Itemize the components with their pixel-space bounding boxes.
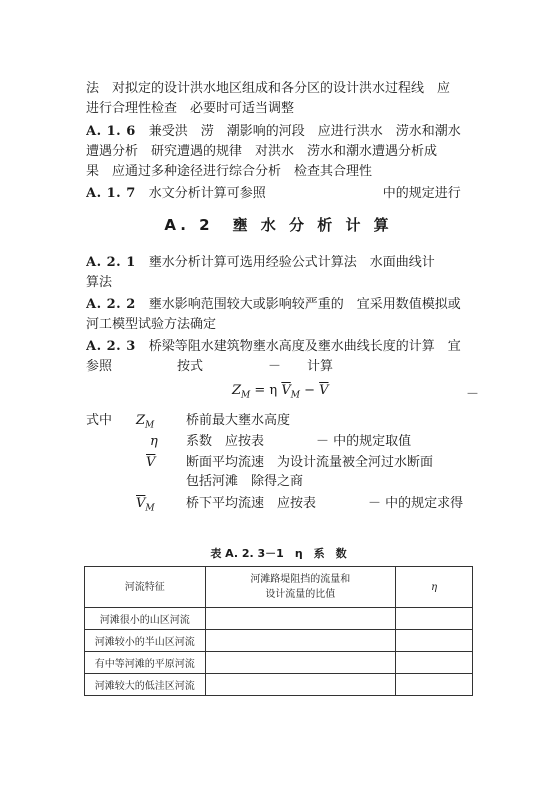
table-cell: 河滩较小的半山区河流	[85, 630, 206, 652]
paragraph-line: 法 对拟定的设计洪水地区组成和各分区的设计洪水过程线 应	[86, 81, 451, 96]
table-cell	[205, 674, 396, 696]
table-cell	[396, 630, 473, 652]
paragraph-line: 果 应通过多种途径进行综合分析 检查其合理性	[86, 164, 373, 179]
formula-number: －	[466, 387, 480, 402]
paragraph-line: 遭遇分析 研究遭遇的规律 对洪水 涝水和潮水遭遇分析成	[86, 144, 438, 159]
definition-text: 断面平均流速 为设计流量被全河过水断面	[186, 455, 434, 470]
symbol-v-bar: $\overline{V}$	[146, 455, 156, 470]
table-cell	[396, 674, 473, 696]
clause-a-1-6: A. 1. 6 兼受洪 涝 潮影响的河段 应进行洪水 涝水和潮水	[86, 124, 461, 139]
definition-text: 系数 应按表 － 中的规定取值	[186, 434, 412, 449]
paragraph-line: 算法	[86, 275, 113, 290]
symbol-zm: $Z_M$	[136, 413, 155, 431]
table-header-row	[85, 567, 473, 608]
paragraph-line: 河工模型试验方法确定	[86, 317, 217, 332]
definition-text: 桥前最大壅水高度	[186, 413, 291, 428]
clause-a-2-3: A. 2. 3 桥梁等阻水建筑物壅水高度及壅水曲线长度的计算 宜	[86, 339, 461, 354]
table-cell	[396, 652, 473, 674]
table-cell	[205, 652, 396, 674]
table-cell	[205, 630, 396, 652]
definition-text: 包括河滩 除得之商	[186, 474, 304, 489]
definitions-lead: 式中	[86, 413, 113, 428]
table-header-cell: 河滩路堤阻挡的流量和 设计流量的比值	[205, 567, 396, 608]
symbol-vm-bar: $\overline{V}_M$	[136, 496, 155, 514]
eta-coefficient-table	[84, 566, 473, 696]
paragraph-line: 进行合理性检查 必要时可适当调整	[86, 101, 295, 116]
backwater-formula: $Z_M = \eta$ $\overline{V}_M - \overline{V}$	[232, 383, 329, 401]
table-cell	[205, 608, 396, 630]
table-row	[85, 652, 473, 674]
table-header-cell: η	[396, 567, 473, 608]
clause-a-1-7: A. 1. 7 水文分析计算可参照 中的规定进行	[86, 186, 461, 201]
symbol-eta: η	[150, 434, 158, 449]
definition-text: 桥下平均流速 应按表 － 中的规定求得	[186, 496, 464, 511]
table-cell: 河滩较大的低洼区河流	[85, 674, 206, 696]
clause-a-2-2: A. 2. 2 壅水影响范围较大或影响较严重的 宜采用数值模拟或	[86, 297, 461, 312]
table-cell: 河滩很小的山区河流	[85, 608, 206, 630]
table-row	[85, 608, 473, 630]
table-cell	[396, 608, 473, 630]
table-row	[85, 630, 473, 652]
clause-a-2-1: A. 2. 1 壅水分析计算可选用经验公式计算法 水面曲线计	[86, 255, 435, 270]
table-row	[85, 674, 473, 696]
paragraph-line: 参照 按式 － 计算	[86, 359, 334, 374]
section-title: A. 2 壅 水 分 析 计 算	[164, 216, 393, 234]
table-header-cell: 河流特征	[85, 567, 206, 608]
table-cell: 有中等河滩的平原河流	[85, 652, 206, 674]
table-caption: 表 A. 2. 3－1 η 系 数	[210, 547, 347, 560]
